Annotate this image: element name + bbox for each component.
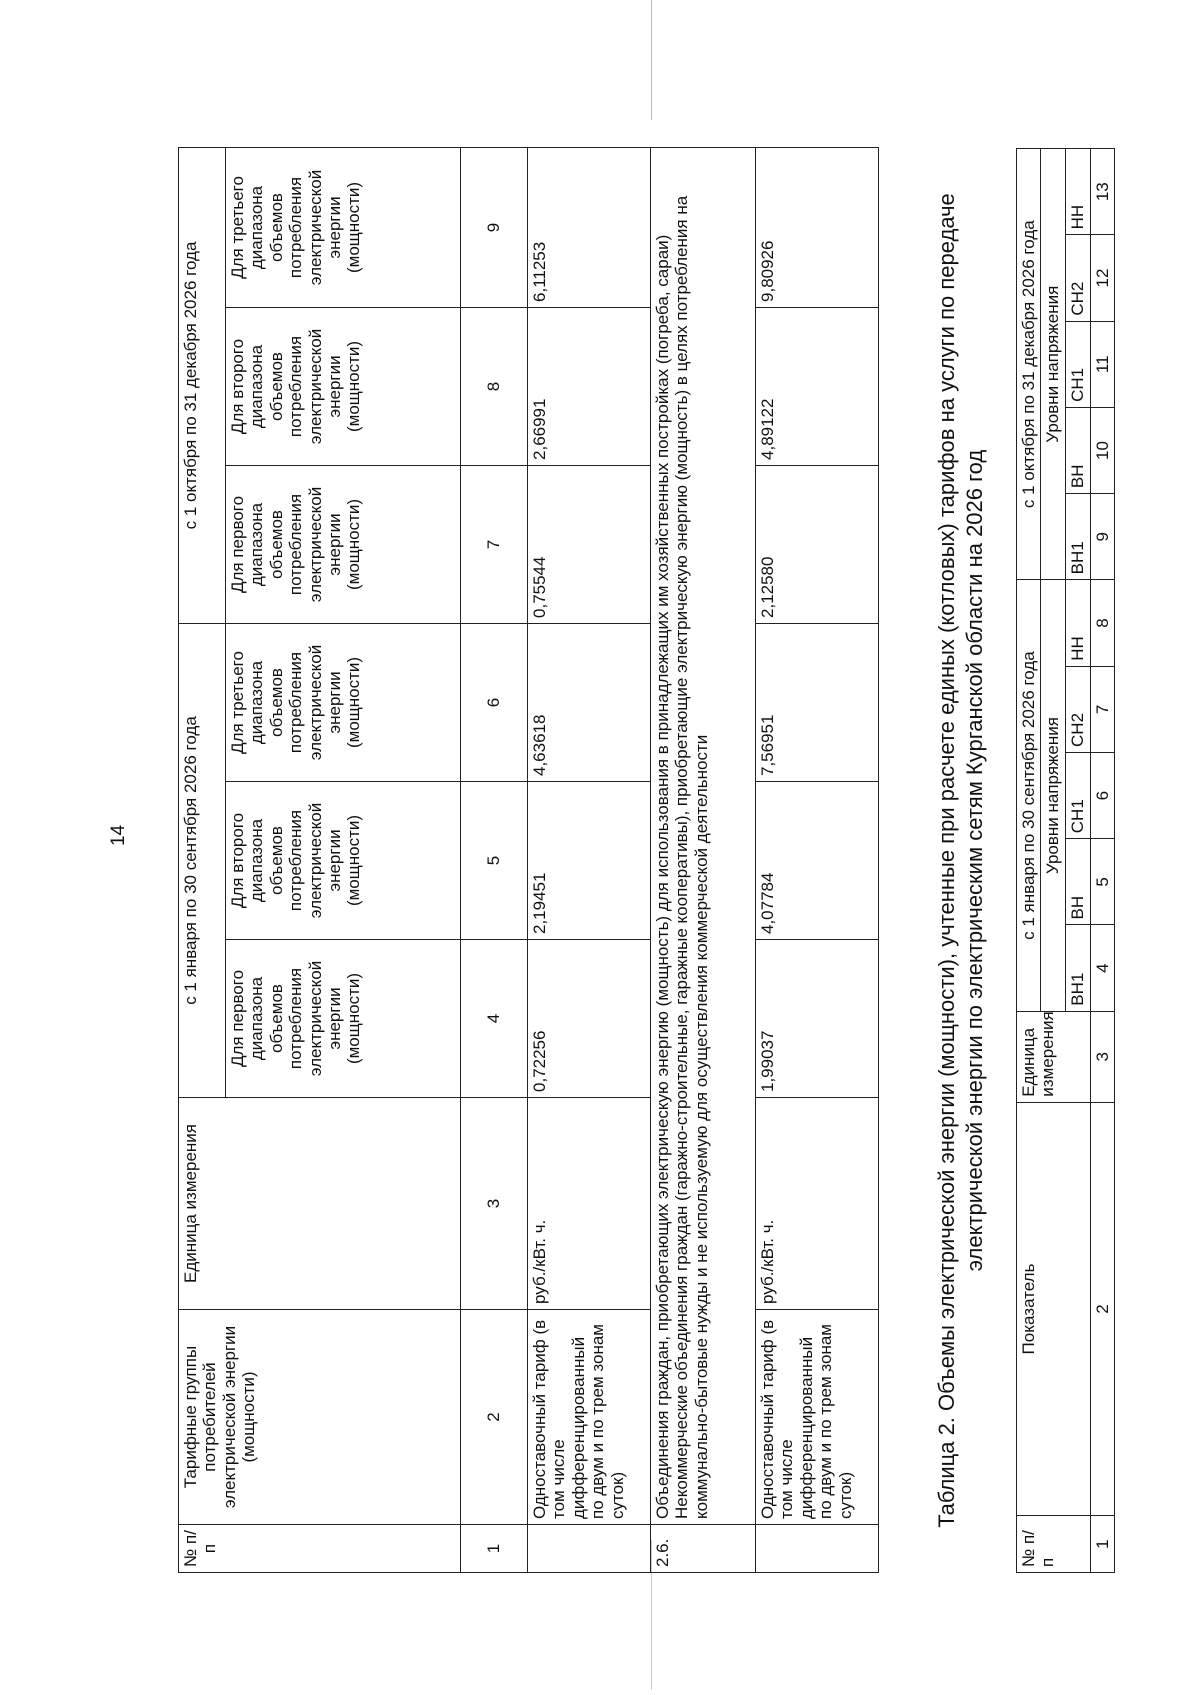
col-number: 2 bbox=[461, 1310, 528, 1525]
header-group: Тарифные группы потребителей электрической энергии (мощности) bbox=[179, 1310, 461, 1525]
col-number: 8 bbox=[461, 307, 528, 465]
scan-artifact-line bbox=[651, 0, 652, 120]
table-row bbox=[756, 147, 879, 1572]
tariff-unit: руб./кВт. ч. bbox=[528, 1098, 651, 1310]
col-number: 2 bbox=[1090, 1102, 1114, 1516]
header-range-1: Для первого диапазона объемов потребления электрической энергии (мощности) bbox=[226, 940, 461, 1098]
table2-column-numbers bbox=[1090, 149, 1114, 1573]
col-number: 4 bbox=[461, 940, 528, 1098]
header-num: № п/п bbox=[179, 1525, 461, 1573]
t2-header-indicator: Показатель bbox=[1017, 1102, 1091, 1516]
t2-voltage-levels: Уровни напряжения bbox=[1041, 149, 1065, 580]
col-number: 4 bbox=[1090, 925, 1114, 1011]
col-number: 10 bbox=[1090, 407, 1114, 493]
header-period-1: с 1 января по 30 сентября 2026 года bbox=[179, 623, 226, 1097]
row-num bbox=[528, 1525, 651, 1573]
table1-header-row-1 bbox=[179, 147, 226, 1572]
tariff-value: 4,63618 bbox=[528, 623, 651, 781]
tariff-value: 0,72256 bbox=[528, 940, 651, 1098]
col-number: 12 bbox=[1090, 235, 1114, 321]
t2-header-num: № п/п bbox=[1017, 1516, 1091, 1573]
tariff-value: 2,66991 bbox=[528, 307, 651, 465]
voltage-level: НН bbox=[1065, 149, 1090, 235]
col-number: 1 bbox=[1090, 1516, 1114, 1573]
header-range-1: Для первого диапазона объемов потребления электрической энергии (мощности) bbox=[226, 465, 461, 623]
col-number: 11 bbox=[1090, 321, 1114, 407]
col-number: 7 bbox=[461, 465, 528, 623]
col-number: 3 bbox=[1090, 1011, 1114, 1102]
header-unit: Единица измерения bbox=[179, 1098, 461, 1310]
col-number: 9 bbox=[461, 147, 528, 307]
voltage-level: СН2 bbox=[1065, 235, 1090, 321]
header-range-3: Для третьего диапазона объемов потребления электрической энергии (мощности) bbox=[226, 147, 461, 307]
tariff-value: 0,75544 bbox=[528, 465, 651, 623]
voltage-level: НН bbox=[1065, 580, 1090, 666]
row-num bbox=[756, 1525, 879, 1573]
col-number: 6 bbox=[1090, 752, 1114, 838]
header-period-2: с 1 октября по 31 декабря 2026 года bbox=[179, 147, 226, 623]
group-num: 2.6. bbox=[651, 1525, 756, 1573]
group-description bbox=[651, 147, 756, 1524]
table2-header-row-1 bbox=[1017, 149, 1041, 1573]
group-text-1: Объединения граждан, приобретающих электрическую энергию (мощность) для использования в принадлежащих им хозяйственных постройках (погреба, сараи) bbox=[653, 234, 672, 1519]
voltage-level: СН1 bbox=[1065, 752, 1090, 838]
voltage-level: СН2 bbox=[1065, 666, 1090, 752]
col-number: 13 bbox=[1090, 149, 1114, 235]
tariff-value: 6,11253 bbox=[528, 147, 651, 307]
t2-voltage-levels: Уровни напряжения bbox=[1041, 580, 1065, 1011]
t2-header-period-1: с 1 января по 30 сентября 2026 года bbox=[1017, 580, 1041, 1011]
tariff-value: 4,89122 bbox=[756, 307, 879, 465]
header-range-2: Для второго диапазона объемов потребления электрической энергии (мощности) bbox=[226, 782, 461, 940]
volumes-table bbox=[1016, 148, 1115, 1573]
tariff-table bbox=[178, 147, 879, 1573]
tariff-value: 2,12580 bbox=[756, 465, 879, 623]
tariff-name: Одноставочный тариф (в том числе дифференцированный по двум и по трем зонам суток) bbox=[528, 1310, 651, 1525]
voltage-level: ВН bbox=[1065, 839, 1090, 925]
tariff-unit: руб./кВт. ч. bbox=[756, 1098, 879, 1310]
header-range-2: Для второго диапазона объемов потребления электрической энергии (мощности) bbox=[226, 307, 461, 465]
group-text-2: Некоммерческие объединения граждан (гаражно-строительные, гаражные кооперативы), приобретающие электрическую энергию (мощность) в целях потребления на коммунально-бытовые нужды и не используемую для осуществления коммерческой деятельности bbox=[672, 195, 711, 1519]
voltage-level: ВН1 bbox=[1065, 494, 1090, 580]
t2-header-period-2: с 1 октября по 31 декабря 2026 года bbox=[1017, 149, 1041, 580]
col-number: 6 bbox=[461, 623, 528, 781]
voltage-level: ВН1 bbox=[1065, 925, 1090, 1011]
table2-caption: Таблица 2. Объемы электрической энергии (мощности), учтенные при расчете единых (котловых) тарифов на услуги по передаче электрической энергии по электрическим сетям Курганской области на 2026 год bbox=[934, 193, 987, 1528]
rotated-content bbox=[178, 148, 1112, 1573]
tariff-value: 4,07784 bbox=[756, 782, 879, 940]
group-row bbox=[651, 147, 756, 1572]
header-range-3: Для третьего диапазона объемов потребления электрической энергии (мощности) bbox=[226, 623, 461, 781]
table1-column-numbers bbox=[461, 147, 528, 1572]
col-number: 7 bbox=[1090, 666, 1114, 752]
tariff-value: 1,99037 bbox=[756, 940, 879, 1098]
tariff-value: 2,19451 bbox=[528, 782, 651, 940]
page-number: 14 bbox=[108, 824, 129, 846]
col-number: 9 bbox=[1090, 494, 1114, 580]
voltage-level: ВН bbox=[1065, 407, 1090, 493]
voltage-level: СН1 bbox=[1065, 321, 1090, 407]
table-row bbox=[528, 147, 651, 1572]
t2-header-unit: Единица измерения bbox=[1017, 1011, 1091, 1102]
col-number: 3 bbox=[461, 1098, 528, 1310]
tariff-name: Одноставочный тариф (в том числе дифференцированный по двум и по трем зонам суток) bbox=[756, 1310, 879, 1525]
col-number: 8 bbox=[1090, 580, 1114, 666]
tariff-value: 7,56951 bbox=[756, 623, 879, 781]
col-number: 5 bbox=[1090, 839, 1114, 925]
tariff-value: 9,80926 bbox=[756, 147, 879, 307]
col-number: 1 bbox=[461, 1525, 528, 1573]
col-number: 5 bbox=[461, 782, 528, 940]
